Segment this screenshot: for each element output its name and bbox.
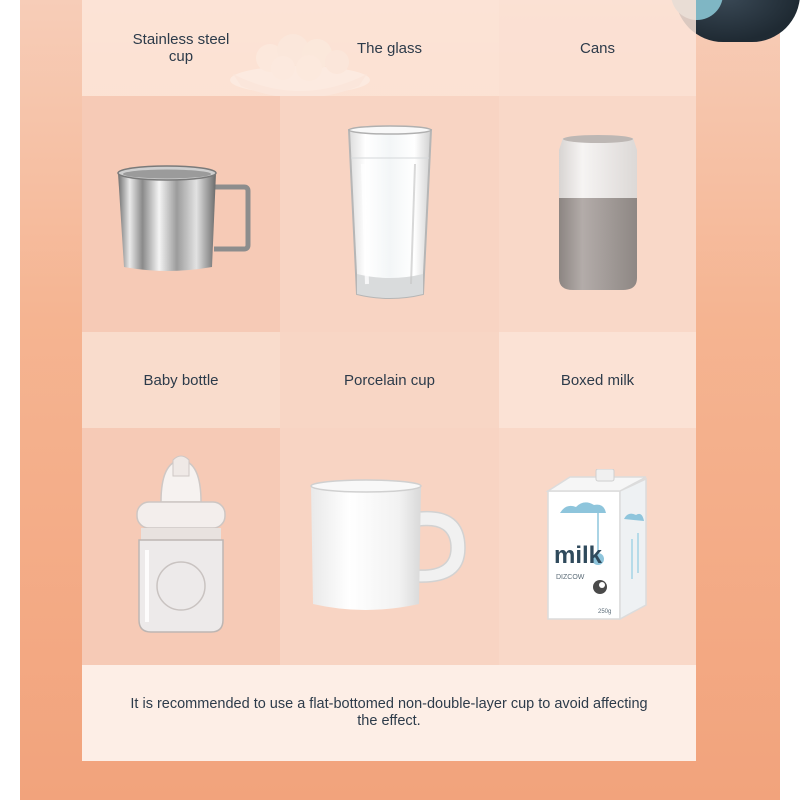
cell-label-boxed-milk (499, 332, 696, 428)
cell-image-baby-bottle (82, 428, 280, 665)
cell-label-glass (280, 0, 499, 96)
cell-image-glass (280, 96, 499, 332)
cell-image-stainless-steel-cup (82, 96, 280, 332)
cell-image-porcelain-cup (280, 428, 499, 665)
can-icon (553, 132, 643, 297)
baby-bottle-icon (131, 454, 231, 639)
label-cans: Cans (579, 39, 616, 57)
label-baby-bottle: Baby bottle (143, 371, 219, 389)
cup-compatibility-card (82, 0, 696, 761)
recommendation-note (82, 665, 696, 761)
label-boxed-milk: Boxed milk (560, 371, 635, 389)
carton-sub-text: DIZCOW (556, 574, 585, 581)
cell-image-milk-carton (499, 428, 696, 665)
glass-icon (345, 124, 435, 304)
carton-volume-text: 250g (598, 609, 612, 615)
porcelain-cup-icon (305, 474, 475, 619)
label-porcelain-cup: Porcelain cup (344, 371, 435, 389)
label-stainless-steel-cup: Stainless steel cup (132, 31, 230, 65)
label-glass: The glass (356, 39, 423, 57)
cell-label-baby-bottle (82, 332, 280, 428)
stainless-steel-cup-icon (106, 149, 256, 279)
milk-carton-icon (540, 469, 655, 624)
carton-brand-text: milk (554, 542, 603, 569)
cell-image-can (499, 96, 696, 332)
recommendation-text: It is recommended to use a flat-bottomed non-double-layer cup to avoid affecting the effect. (130, 696, 648, 729)
cell-label-porcelain-cup (280, 332, 499, 428)
cell-label-cans (499, 0, 696, 96)
cell-label-stainless-steel-cup (82, 0, 280, 96)
